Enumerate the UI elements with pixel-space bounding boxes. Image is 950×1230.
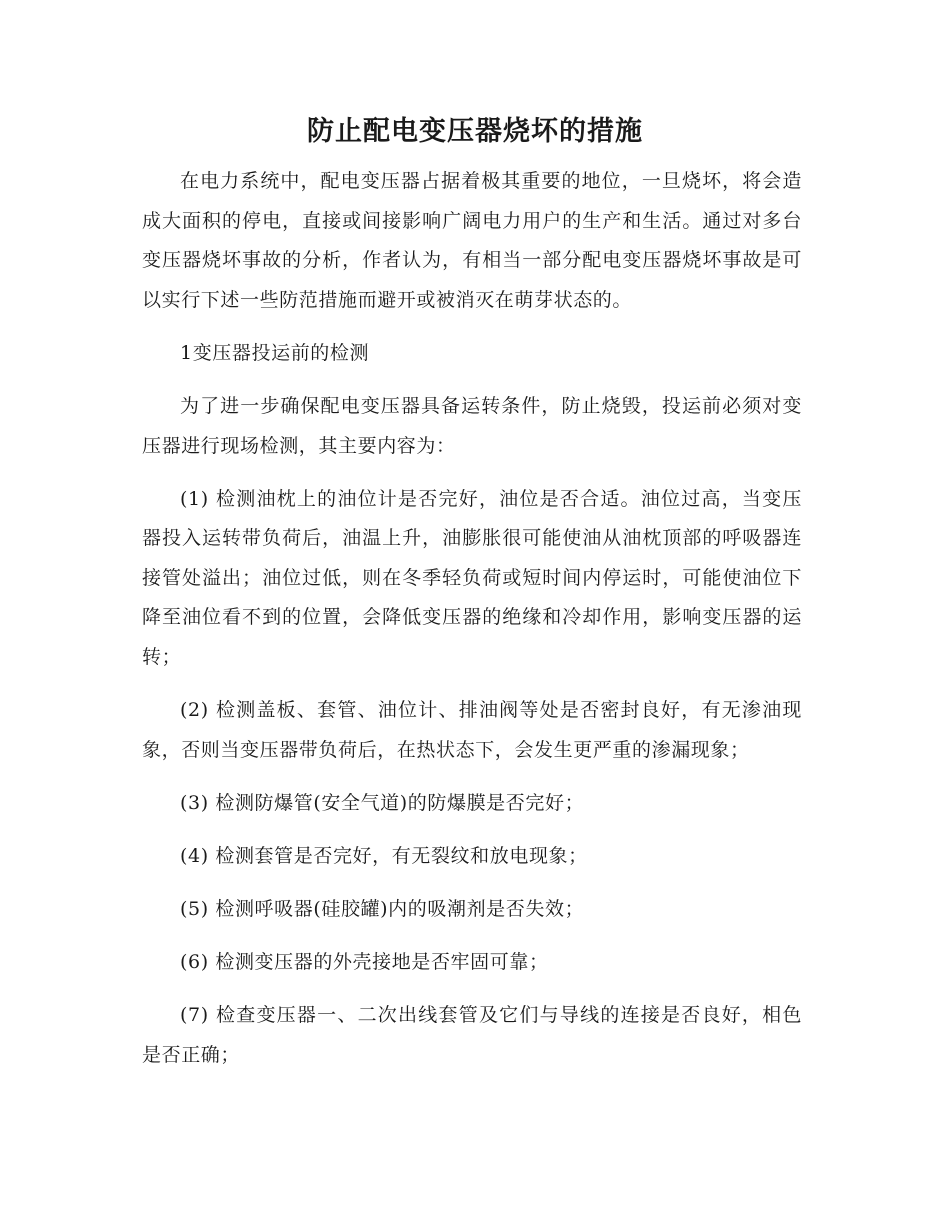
list-item: (3) 检测防爆管(安全气道)的防爆膜是否完好； bbox=[180, 791, 585, 814]
list-item: (7) 检查变压器一、二次出线套管及它们与导线的连接是否良好，相色是否正确； bbox=[142, 1004, 802, 1066]
list-item: (1) 检测油枕上的油位计是否完好，油位是否合适。油位过高，当变压器投入运转带负荷后，油温上升，油膨胀很可能使油从油枕顶部的呼吸器连接管处溢出；油位过低，则在冬季轻负荷或短时间内停运时，可能使油位下降至油位看不到的位置，会降低变压器的绝缘和冷却作用，影响变压器的运转； bbox=[142, 487, 802, 669]
list-item: (2) 检测盖板、套管、油位计、排油阀等处是否密封良好，有无渗油现象，否则当变压器带负荷后，在热状态下，会发生更严重的渗漏现象； bbox=[142, 699, 802, 761]
document-title: 防止配电变压器烧坏的措施 bbox=[307, 116, 643, 147]
list-item: (5) 检测呼吸器(硅胶罐)内的吸潮剂是否失效； bbox=[180, 898, 585, 920]
section-intro-paragraph: 为了进一步确保配电变压器具备运转条件，防止烧毁，投运前必须对变压器进行现场检测，其主要内容为： bbox=[142, 394, 802, 457]
list-item: (6) 检测变压器的外壳接地是否牢固可靠； bbox=[180, 951, 549, 974]
list-item: (4) 检测套管是否完好，有无裂纹和放电现象； bbox=[180, 844, 588, 867]
document-body bbox=[142, 162, 802, 1075]
intro-paragraph: 在电力系统中，配电变压器占据着极其重要的地位，一旦烧坏，将会造成大面积的停电，直接或间接影响广阔电力用户的生产和生活。通过对多台变压器烧坏事故的分析，作者认为，有相当一部分配电变压器烧坏事故是可以实行下述一些防范措施而避开或被消灭在萌芽状态的。 bbox=[142, 170, 802, 311]
section-heading: 1变压器投运前的检测 bbox=[180, 341, 370, 364]
